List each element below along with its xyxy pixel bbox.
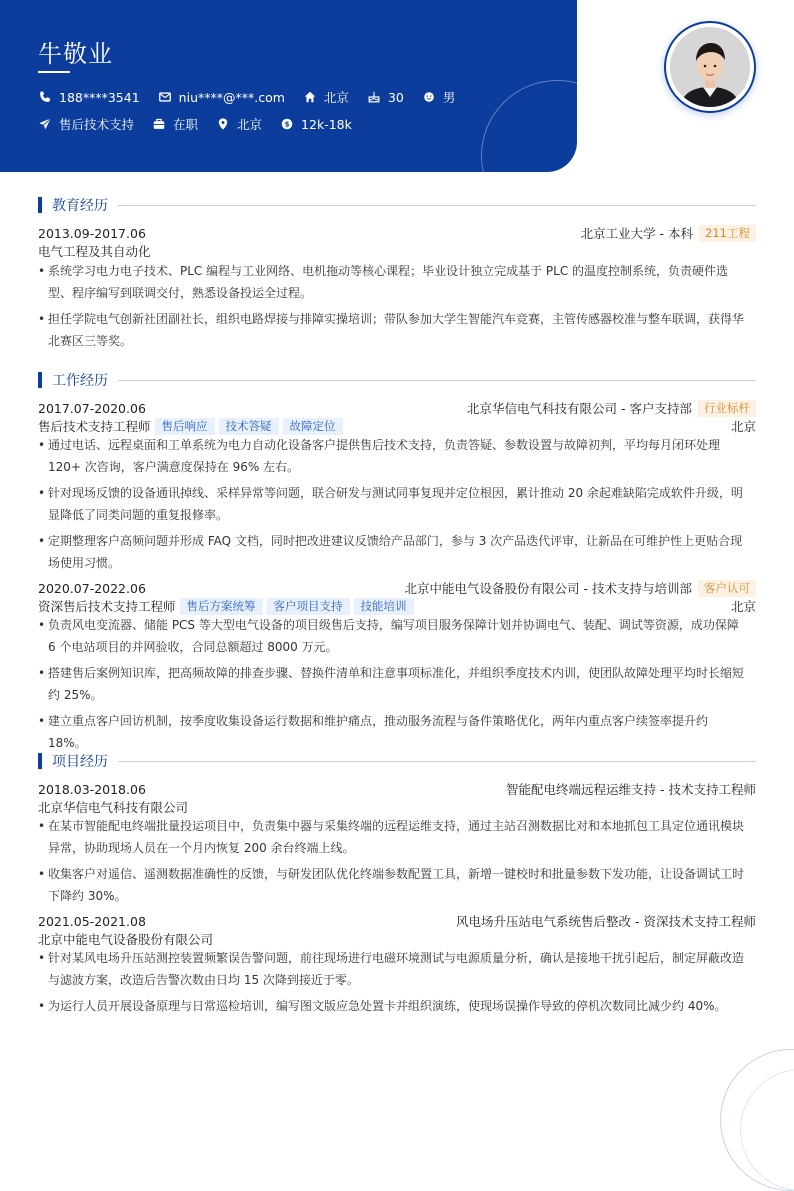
project-1-header <box>38 780 756 798</box>
list-item: • 建立重点客户回访机制，按季度收集设备运行数据和维护痛点，推动服务流程与备件策略优化，两年内重点客户续签率提升约 18%。 <box>38 714 709 750</box>
money-icon <box>280 117 294 131</box>
work-2-role: 资深售后技术支持工程师 <box>38 599 176 614</box>
work-2-header <box>38 579 756 597</box>
svg-text:$: $ <box>284 120 290 129</box>
list-item: • 系统学习电力电子技术、PLC 编程与工业网络、电机拖动等核心课程；毕业设计独立完成基于 PLC 的温度控制系统，负责硬件选型、程序编写到联调交付，熟悉设备投运全过程。 <box>38 264 729 300</box>
city-text: 北京 <box>323 90 349 105</box>
list-item: • 搭建售后案例知识库，把高频故障的排查步骤、替换件清单和注意事项标准化，并组织季度技术内训，使团队故障处理平均时长缩短约 25%。 <box>38 666 745 702</box>
list-item: • 针对某风电场升压站测控装置频繁误告警问题，前往现场进行电磁环境测试与电源质量分析，确认是接地干扰引起后，制定屏蔽改造与滤波方案，改造后告警次数由日均 15 次降到接近于零。 <box>38 951 745 987</box>
gender-icon <box>422 90 436 104</box>
list-item: • 针对现场反馈的设备通讯掉线、采样异常等问题，联合研发与测试同事复现并定位根因，累计推动 20 余起难缺陷完成软件升级，明显降低了同类问题的重复报修率。 <box>38 486 743 522</box>
email-info <box>158 90 285 105</box>
work-1-company: 北京华信电气科技有限公司 - 客户支持部 <box>467 401 692 416</box>
section-work-title: 工作经历 <box>38 372 756 388</box>
work-2-tag: 技能培训 <box>354 598 414 615</box>
education-badge: 211工程 <box>699 225 756 242</box>
project-2-company: 北京中能电气设备股份有限公司 <box>38 932 214 947</box>
education-period: 2013.09-2017.06 <box>38 225 146 241</box>
header-banner <box>0 0 577 172</box>
salary-text: 12k-18k <box>301 116 352 132</box>
list-item: • 在某市智能配电终端批量投运项目中，负责集中器与采集终端的远程运维支持，通过主站召测数据比对和本地抓包工具定位通讯模块异常，协助现场人员在一个月内恢复 200 余台终端上线。 <box>38 819 745 855</box>
status-info <box>152 115 198 133</box>
home-icon <box>303 90 317 104</box>
education-header <box>38 224 756 242</box>
education-school: 北京工业大学 - 本科 <box>580 226 694 241</box>
list-item: • 收集客户对遥信、遥测数据准确性的反馈，与研发团队优化终端参数配置工具，新增一键校时和批量参数下发功能，让设备调试工时下降约 30%。 <box>38 867 745 903</box>
project-1-company-row <box>38 798 756 816</box>
education-major: 电气工程及其自动化 <box>38 244 151 259</box>
work-2-tag: 客户项目支持 <box>267 598 350 615</box>
location-icon <box>216 117 230 131</box>
project-2-header <box>38 912 756 930</box>
work-2-period: 2020.07-2022.06 <box>38 580 146 596</box>
job-target-info <box>38 115 134 133</box>
age-text: 30 <box>387 89 404 105</box>
project-1-period: 2018.03-2018.06 <box>38 781 146 797</box>
list-item: • 为运行人员开展设备原理与日常巡检培训，编写图文版应急处置卡并组织演练，使现场误操作导致的停机次数同比减少约 40%。 <box>38 999 727 1013</box>
list-item: • 通过电话、远程桌面和工单系统为电力自动化设备客户提供售后技术支持，负责答疑、参数设置与故障初判，平均每月闭环处理 120+ 次咨询，客户满意度保持在 96% 左右。 <box>38 438 721 474</box>
section-projects-title: 项目经历 <box>38 753 756 769</box>
cake-icon <box>367 90 381 104</box>
city-info <box>303 88 349 106</box>
project-2-name: 风电场升压站电气系统售后整改 - 资深技术支持工程师 <box>456 914 756 929</box>
gender-text: 男 <box>442 90 456 105</box>
status-text: 在职 <box>173 117 199 132</box>
work-2-location: 北京 <box>730 599 756 614</box>
work-2-badge: 客户认可 <box>698 580 756 597</box>
education-major-row <box>38 242 756 260</box>
work-2-company: 北京中能电气设备股份有限公司 - 技术支持与培训部 <box>404 581 692 596</box>
send-icon <box>38 117 52 131</box>
project-1-name: 智能配电终端远程运维支持 - 技术支持工程师 <box>506 782 756 797</box>
work-1-role: 售后技术支持工程师 <box>38 419 151 434</box>
candidate-name: 牛敬业 <box>38 40 113 68</box>
job-intent-row <box>38 115 370 133</box>
work-1-tag: 技术答疑 <box>219 418 279 435</box>
target-city-text: 北京 <box>237 117 263 132</box>
work-1-period: 2017.07-2020.06 <box>38 400 146 416</box>
project-2-company-row <box>38 930 756 948</box>
phone-text: 188****3541 <box>59 89 140 105</box>
contact-row <box>38 88 473 106</box>
briefcase-icon <box>152 117 166 131</box>
project-1-company: 北京华信电气科技有限公司 <box>38 800 189 815</box>
work-2-tag: 售后方案统筹 <box>180 598 263 615</box>
work-1-tag: 售后响应 <box>155 418 215 435</box>
target-city-info <box>216 115 262 133</box>
work-1-role-row <box>38 417 756 435</box>
email-text: niu****@***.com <box>178 89 285 105</box>
avatar-frame <box>664 21 756 113</box>
work-1-tag: 故障定位 <box>283 418 343 435</box>
section-education-title: 教育经历 <box>38 197 756 213</box>
age-info <box>367 90 404 105</box>
phone-icon <box>38 90 52 104</box>
decorative-circle <box>481 80 577 172</box>
project-2-period: 2021.05-2021.08 <box>38 913 146 929</box>
work-1-location: 北京 <box>730 419 756 434</box>
list-item: • 担任学院电气创新社团副社长，组织电路焊接与排障实操培训；带队参加大学生智能汽车竞赛，主管传感器校准与整车联调，获得华北赛区三等奖。 <box>38 312 745 348</box>
phone-info <box>38 90 140 105</box>
list-item: • 定期整理客户高频问题并形成 FAQ 文档，同时把改进建议反馈给产品部门，参与 3 次产品迭代评审，让新品在可维护性上更贴合现场使用习惯。 <box>38 534 743 570</box>
salary-info <box>280 117 352 132</box>
name-underline <box>38 71 70 73</box>
gender-info <box>422 88 456 106</box>
job-target-text: 售后技术支持 <box>59 117 135 132</box>
work-1-badge: 行业标杆 <box>698 400 756 417</box>
mail-icon <box>158 90 172 104</box>
work-1-header <box>38 399 756 417</box>
list-item: • 负责风电变流器、储能 PCS 等大型电气设备的项目级售后支持，编写项目服务保障计划并协调电气、装配、调试等资源，成功保障 6 个电站项目的并网验收，合同总额超过 8000 万元。 <box>38 618 739 654</box>
work-2-role-row <box>38 597 756 615</box>
avatar <box>670 27 750 107</box>
